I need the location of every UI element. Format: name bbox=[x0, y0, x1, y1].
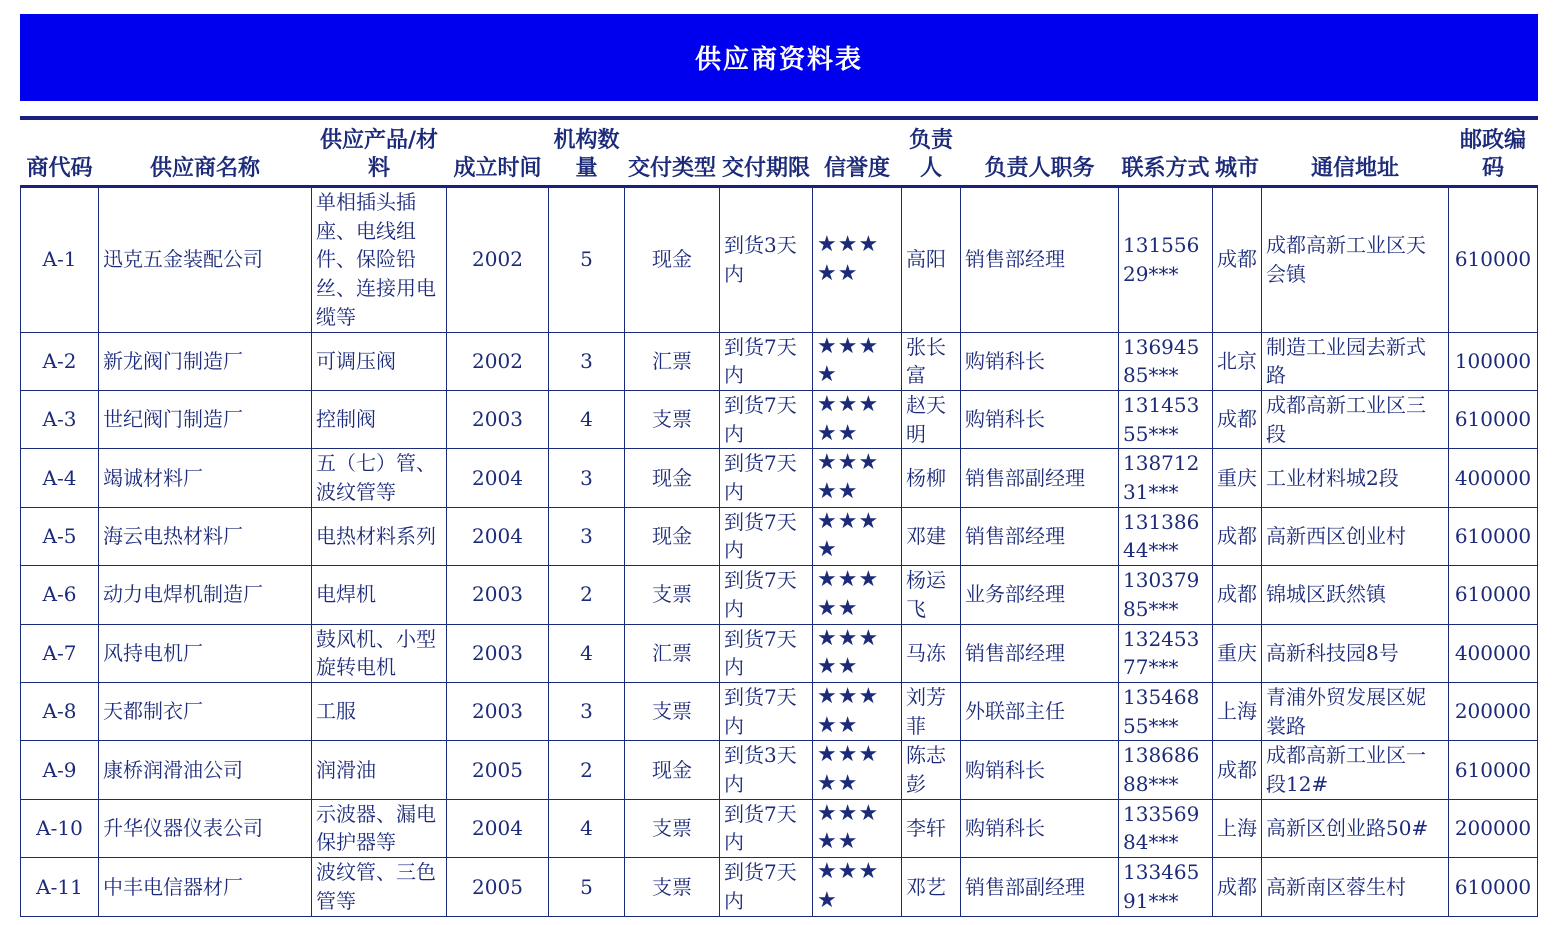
col-header: 交付期限 bbox=[720, 123, 813, 187]
contact-person: 陈志彭 bbox=[902, 741, 961, 799]
supplier-product: 波纹管、三色管等 bbox=[312, 858, 447, 916]
delivery-term: 到货3天内 bbox=[720, 187, 813, 333]
delivery-term: 到货3天内 bbox=[720, 741, 813, 799]
title-banner bbox=[20, 14, 1538, 101]
supplier-product: 鼓风机、小型旋转电机 bbox=[312, 624, 447, 682]
supplier-name: 海云电热材料厂 bbox=[99, 507, 312, 565]
branch-count: 3 bbox=[549, 332, 625, 390]
contact-phone: 13694585*** bbox=[1119, 332, 1213, 390]
postal-code: 610000 bbox=[1449, 858, 1538, 916]
supplier-code: A-3 bbox=[21, 390, 99, 448]
delivery-term: 到货7天内 bbox=[720, 390, 813, 448]
contact-position: 销售部副经理 bbox=[961, 858, 1119, 916]
payment-type: 汇票 bbox=[625, 624, 720, 682]
table-row bbox=[21, 332, 1538, 390]
city: 成都 bbox=[1213, 741, 1262, 799]
postal-code: 610000 bbox=[1449, 390, 1538, 448]
postal-code: 610000 bbox=[1449, 507, 1538, 565]
city: 重庆 bbox=[1213, 449, 1262, 507]
mailing-address: 高新科技园8号 bbox=[1262, 624, 1449, 682]
payment-type: 现金 bbox=[625, 187, 720, 333]
delivery-term: 到货7天内 bbox=[720, 332, 813, 390]
city: 北京 bbox=[1213, 332, 1262, 390]
branch-count: 4 bbox=[549, 390, 625, 448]
payment-type: 现金 bbox=[625, 449, 720, 507]
rating-stars: ★★★★★ bbox=[813, 624, 902, 682]
supplier-name: 新龙阀门制造厂 bbox=[99, 332, 312, 390]
contact-person: 杨柳 bbox=[902, 449, 961, 507]
founded-year: 2004 bbox=[447, 449, 549, 507]
contact-position: 销售部经理 bbox=[961, 187, 1119, 333]
supplier-table bbox=[20, 123, 1538, 917]
supplier-code: A-7 bbox=[21, 624, 99, 682]
delivery-term: 到货7天内 bbox=[720, 566, 813, 624]
founded-year: 2005 bbox=[447, 741, 549, 799]
city: 上海 bbox=[1213, 799, 1262, 857]
delivery-term: 到货7天内 bbox=[720, 507, 813, 565]
header-rule bbox=[20, 116, 1538, 120]
payment-type: 支票 bbox=[625, 858, 720, 916]
supplier-product: 五（七）管、波纹管等 bbox=[312, 449, 447, 507]
contact-person: 邓建 bbox=[902, 507, 961, 565]
contact-person: 李轩 bbox=[902, 799, 961, 857]
postal-code: 100000 bbox=[1449, 332, 1538, 390]
col-header: 交付类型 bbox=[625, 123, 720, 187]
col-header: 商代码 bbox=[21, 123, 99, 187]
page-title: 供应商资料表 bbox=[694, 45, 863, 75]
branch-count: 3 bbox=[549, 449, 625, 507]
postal-code: 400000 bbox=[1449, 449, 1538, 507]
table-row bbox=[21, 858, 1538, 916]
col-header: 邮政编码 bbox=[1449, 123, 1538, 187]
delivery-term: 到货7天内 bbox=[720, 624, 813, 682]
city: 重庆 bbox=[1213, 624, 1262, 682]
supplier-name: 世纪阀门制造厂 bbox=[99, 390, 312, 448]
contact-phone: 13037985*** bbox=[1119, 566, 1213, 624]
contact-position: 外联部主任 bbox=[961, 682, 1119, 740]
contact-position: 购销科长 bbox=[961, 332, 1119, 390]
supplier-product: 润滑油 bbox=[312, 741, 447, 799]
postal-code: 200000 bbox=[1449, 682, 1538, 740]
mailing-address: 青浦外贸发展区妮裳路 bbox=[1262, 682, 1449, 740]
contact-position: 销售部副经理 bbox=[961, 449, 1119, 507]
branch-count: 2 bbox=[549, 741, 625, 799]
rating-stars: ★★★★★ bbox=[813, 187, 902, 333]
col-header: 成立时间 bbox=[447, 123, 549, 187]
contact-phone: 13145355*** bbox=[1119, 390, 1213, 448]
contact-person: 高阳 bbox=[902, 187, 961, 333]
supplier-name: 升华仪器仪表公司 bbox=[99, 799, 312, 857]
col-header: 通信地址 bbox=[1262, 123, 1449, 187]
city: 成都 bbox=[1213, 858, 1262, 916]
founded-year: 2004 bbox=[447, 507, 549, 565]
mailing-address: 制造工业园去新式路 bbox=[1262, 332, 1449, 390]
table-row bbox=[21, 624, 1538, 682]
founded-year: 2005 bbox=[447, 858, 549, 916]
supplier-code: A-10 bbox=[21, 799, 99, 857]
table-row bbox=[21, 449, 1538, 507]
payment-type: 支票 bbox=[625, 799, 720, 857]
supplier-product: 控制阀 bbox=[312, 390, 447, 448]
delivery-term: 到货7天内 bbox=[720, 799, 813, 857]
col-header: 负责人 bbox=[902, 123, 961, 187]
city: 成都 bbox=[1213, 507, 1262, 565]
contact-phone: 13138644*** bbox=[1119, 507, 1213, 565]
branch-count: 3 bbox=[549, 682, 625, 740]
rating-stars: ★★★★★ bbox=[813, 799, 902, 857]
supplier-code: A-11 bbox=[21, 858, 99, 916]
rating-stars: ★★★★★ bbox=[813, 741, 902, 799]
col-header: 供应产品/材料 bbox=[312, 123, 447, 187]
supplier-name: 风持电机厂 bbox=[99, 624, 312, 682]
supplier-code: A-8 bbox=[21, 682, 99, 740]
col-header: 联系方式 bbox=[1119, 123, 1213, 187]
col-header: 信誉度 bbox=[813, 123, 902, 187]
contact-person: 马冻 bbox=[902, 624, 961, 682]
supplier-product: 电热材料系列 bbox=[312, 507, 447, 565]
payment-type: 支票 bbox=[625, 390, 720, 448]
founded-year: 2002 bbox=[447, 187, 549, 333]
supplier-product: 示波器、漏电保护器等 bbox=[312, 799, 447, 857]
contact-person: 杨运飞 bbox=[902, 566, 961, 624]
contact-position: 购销科长 bbox=[961, 741, 1119, 799]
rating-stars: ★★★★ bbox=[813, 858, 902, 916]
founded-year: 2003 bbox=[447, 624, 549, 682]
mailing-address: 高新西区创业村 bbox=[1262, 507, 1449, 565]
mailing-address: 高新南区蓉生村 bbox=[1262, 858, 1449, 916]
mailing-address: 成都高新工业区天会镇 bbox=[1262, 187, 1449, 333]
supplier-name: 竭诚材料厂 bbox=[99, 449, 312, 507]
payment-type: 支票 bbox=[625, 682, 720, 740]
supplier-code: A-5 bbox=[21, 507, 99, 565]
rating-stars: ★★★★★ bbox=[813, 566, 902, 624]
contact-phone: 13245377*** bbox=[1119, 624, 1213, 682]
founded-year: 2003 bbox=[447, 390, 549, 448]
supplier-name: 动力电焊机制造厂 bbox=[99, 566, 312, 624]
supplier-code: A-2 bbox=[21, 332, 99, 390]
postal-code: 610000 bbox=[1449, 566, 1538, 624]
supplier-code: A-1 bbox=[21, 187, 99, 333]
contact-phone: 13871231*** bbox=[1119, 449, 1213, 507]
founded-year: 2003 bbox=[447, 682, 549, 740]
contact-person: 刘芳菲 bbox=[902, 682, 961, 740]
contact-phone: 13546855*** bbox=[1119, 682, 1213, 740]
supplier-product: 工服 bbox=[312, 682, 447, 740]
founded-year: 2004 bbox=[447, 799, 549, 857]
mailing-address: 成都高新工业区三段 bbox=[1262, 390, 1449, 448]
rating-stars: ★★★★★ bbox=[813, 449, 902, 507]
table-row bbox=[21, 741, 1538, 799]
supplier-product: 电焊机 bbox=[312, 566, 447, 624]
rating-stars: ★★★★ bbox=[813, 332, 902, 390]
branch-count: 4 bbox=[549, 624, 625, 682]
contact-phone: 13346591*** bbox=[1119, 858, 1213, 916]
mailing-address: 锦城区跃然镇 bbox=[1262, 566, 1449, 624]
mailing-address: 高新区创业路50# bbox=[1262, 799, 1449, 857]
city: 成都 bbox=[1213, 187, 1262, 333]
city: 上海 bbox=[1213, 682, 1262, 740]
rating-stars: ★★★★ bbox=[813, 507, 902, 565]
postal-code: 610000 bbox=[1449, 741, 1538, 799]
rating-stars: ★★★★★ bbox=[813, 390, 902, 448]
contact-person: 张长富 bbox=[902, 332, 961, 390]
payment-type: 汇票 bbox=[625, 332, 720, 390]
contact-phone: 13868688*** bbox=[1119, 741, 1213, 799]
city: 成都 bbox=[1213, 566, 1262, 624]
delivery-term: 到货7天内 bbox=[720, 858, 813, 916]
table-row bbox=[21, 390, 1538, 448]
col-header: 负责人职务 bbox=[961, 123, 1119, 187]
branch-count: 4 bbox=[549, 799, 625, 857]
table-row bbox=[21, 682, 1538, 740]
payment-type: 现金 bbox=[625, 507, 720, 565]
table-row bbox=[21, 187, 1538, 333]
contact-position: 购销科长 bbox=[961, 390, 1119, 448]
supplier-name: 迅克五金装配公司 bbox=[99, 187, 312, 333]
col-header: 供应商名称 bbox=[99, 123, 312, 187]
founded-year: 2003 bbox=[447, 566, 549, 624]
branch-count: 2 bbox=[549, 566, 625, 624]
contact-position: 销售部经理 bbox=[961, 507, 1119, 565]
contact-person: 赵天明 bbox=[902, 390, 961, 448]
table-row bbox=[21, 507, 1538, 565]
delivery-term: 到货7天内 bbox=[720, 449, 813, 507]
postal-code: 610000 bbox=[1449, 187, 1538, 333]
contact-phone: 13155629*** bbox=[1119, 187, 1213, 333]
payment-type: 支票 bbox=[625, 566, 720, 624]
postal-code: 400000 bbox=[1449, 624, 1538, 682]
branch-count: 3 bbox=[549, 507, 625, 565]
branch-count: 5 bbox=[549, 187, 625, 333]
col-header: 城市 bbox=[1213, 123, 1262, 187]
rating-stars: ★★★★★ bbox=[813, 682, 902, 740]
header-row bbox=[21, 123, 1538, 187]
supplier-product: 单相插头插座、电线组件、保险铅丝、连接用电缆等 bbox=[312, 187, 447, 333]
city: 成都 bbox=[1213, 390, 1262, 448]
mailing-address: 成都高新工业区一段12# bbox=[1262, 741, 1449, 799]
contact-phone: 13356984*** bbox=[1119, 799, 1213, 857]
delivery-term: 到货7天内 bbox=[720, 682, 813, 740]
supplier-name: 中丰电信器材厂 bbox=[99, 858, 312, 916]
supplier-code: A-9 bbox=[21, 741, 99, 799]
contact-person: 邓艺 bbox=[902, 858, 961, 916]
branch-count: 5 bbox=[549, 858, 625, 916]
col-header: 机构数量 bbox=[549, 123, 625, 187]
mailing-address: 工业材料城2段 bbox=[1262, 449, 1449, 507]
supplier-product: 可调压阀 bbox=[312, 332, 447, 390]
supplier-name: 康桥润滑油公司 bbox=[99, 741, 312, 799]
supplier-name: 天都制衣厂 bbox=[99, 682, 312, 740]
contact-position: 购销科长 bbox=[961, 799, 1119, 857]
postal-code: 200000 bbox=[1449, 799, 1538, 857]
table-row bbox=[21, 566, 1538, 624]
supplier-code: A-6 bbox=[21, 566, 99, 624]
payment-type: 现金 bbox=[625, 741, 720, 799]
contact-position: 销售部经理 bbox=[961, 624, 1119, 682]
contact-position: 业务部经理 bbox=[961, 566, 1119, 624]
supplier-code: A-4 bbox=[21, 449, 99, 507]
table-row bbox=[21, 799, 1538, 857]
founded-year: 2002 bbox=[447, 332, 549, 390]
